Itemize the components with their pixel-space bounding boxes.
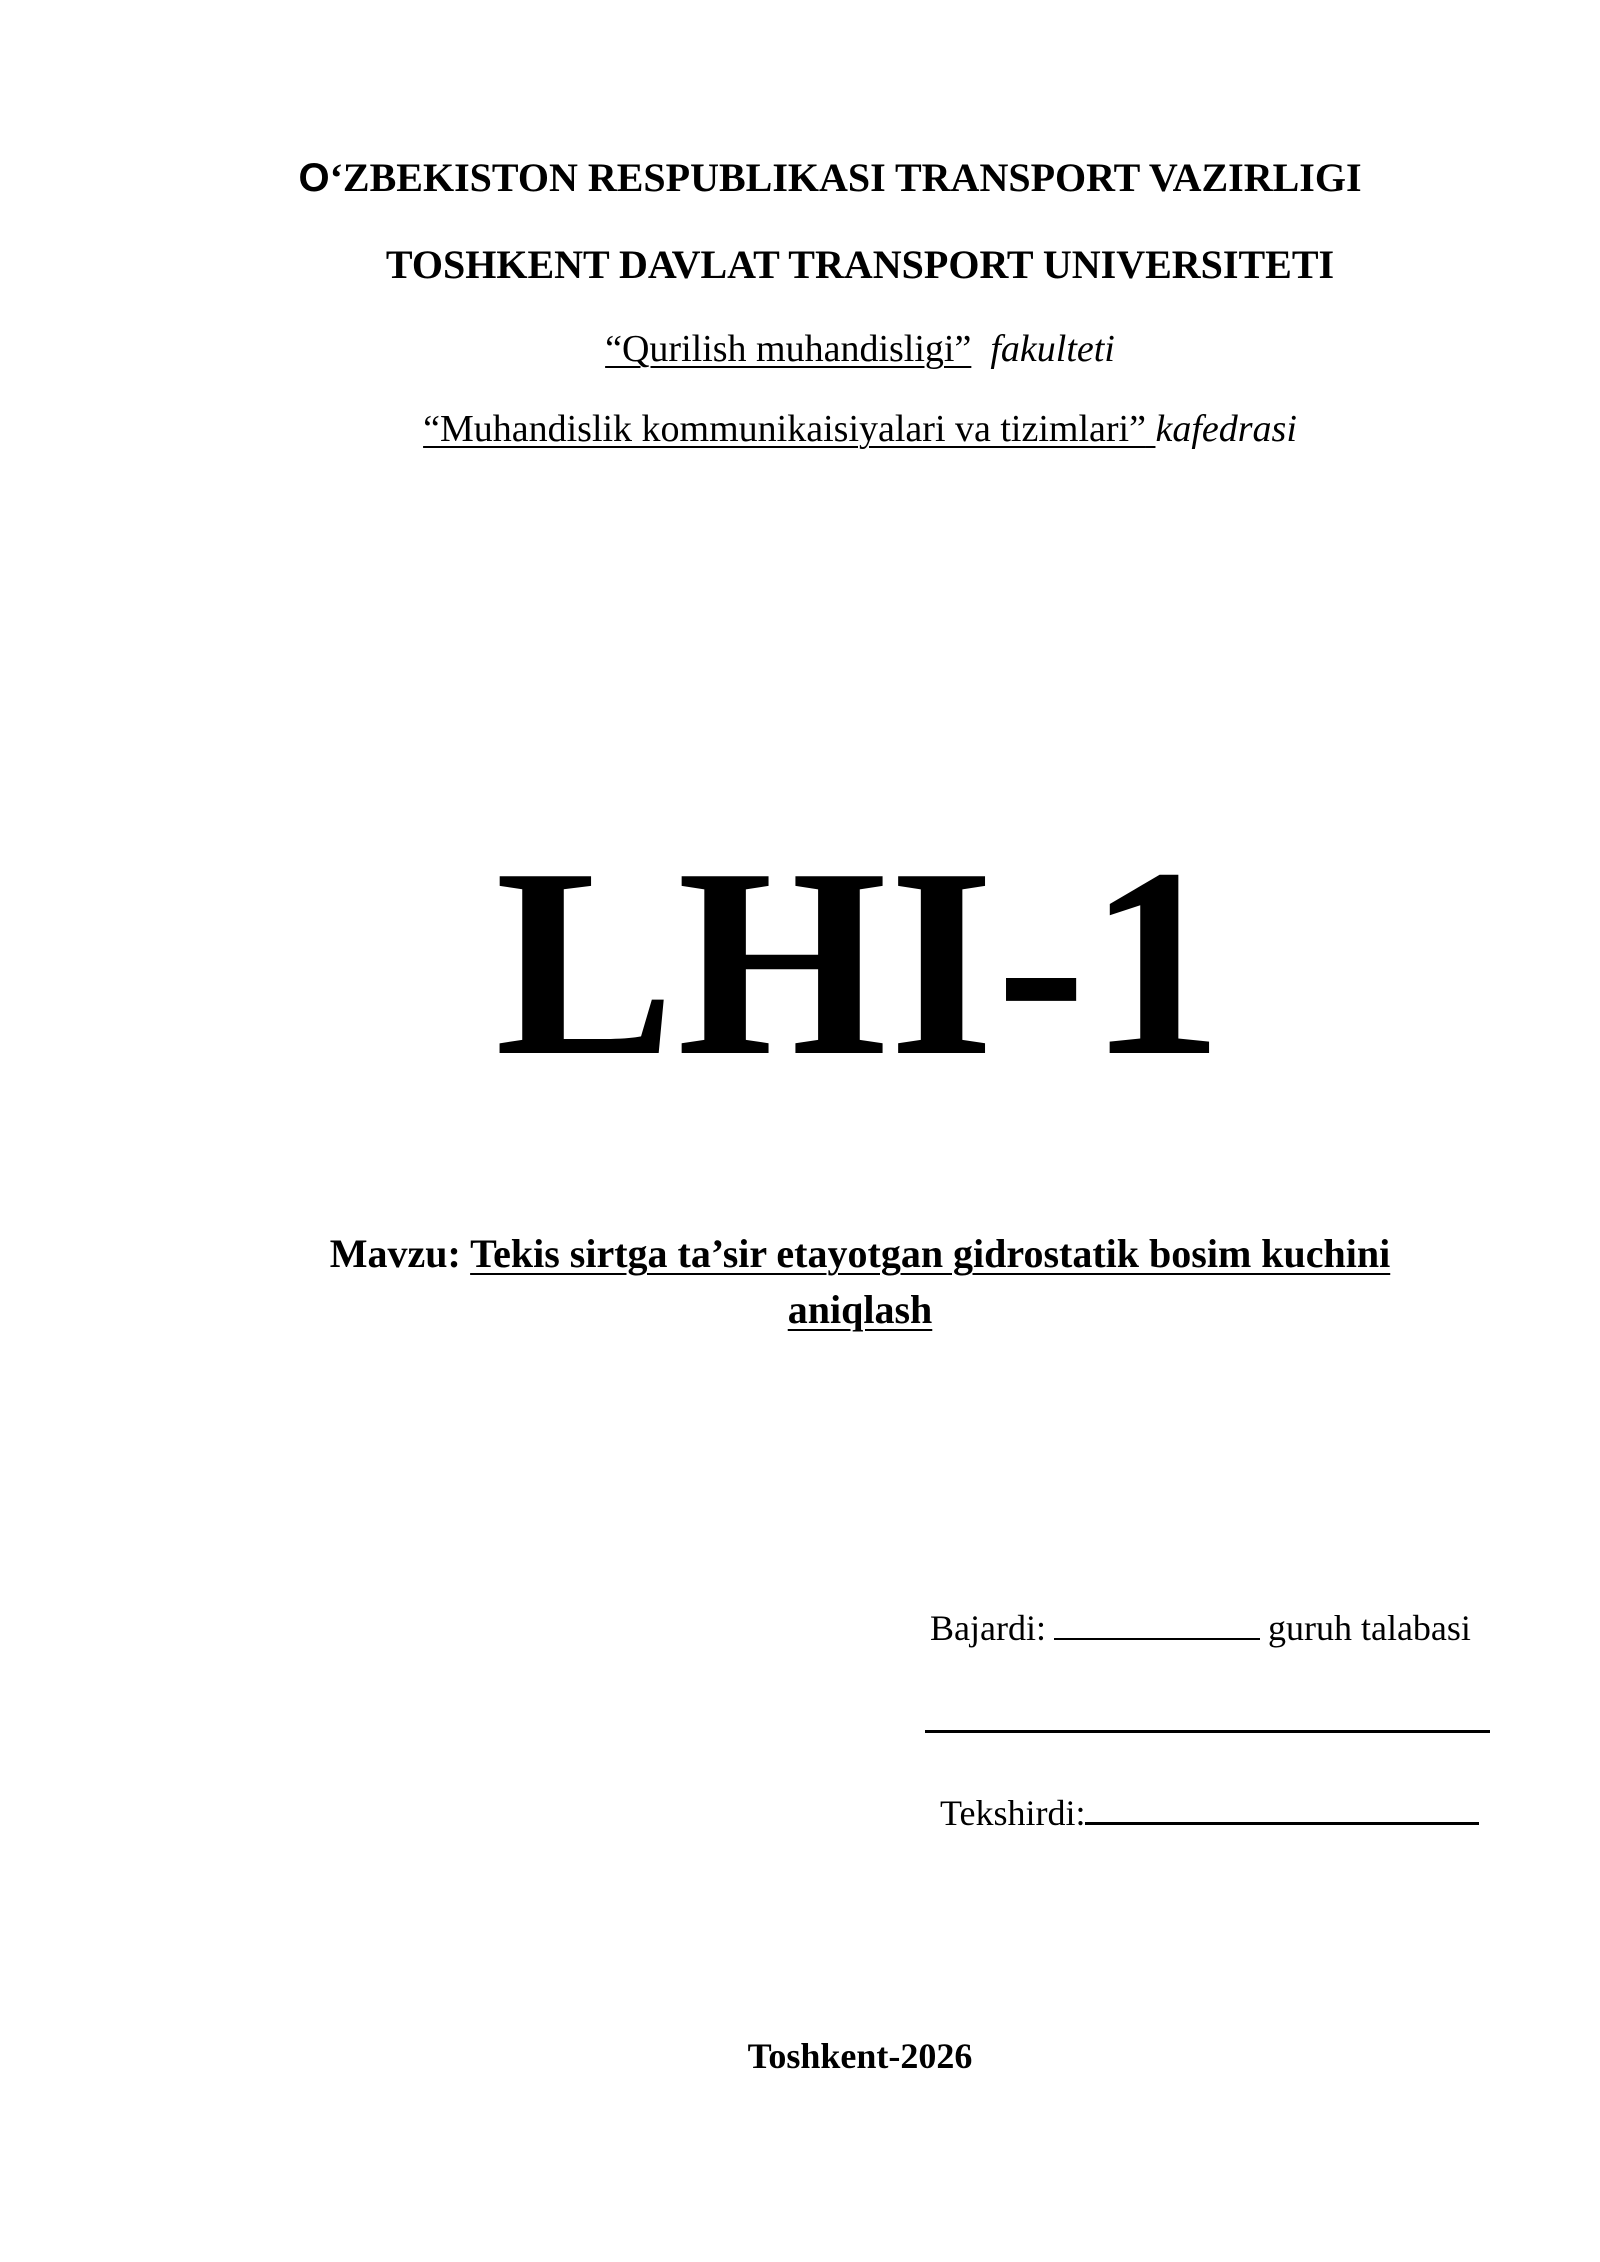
faculty-name: “Qurilish muhandisligi” — [605, 328, 972, 370]
department-name: “Muhandislik kommunikaisiyalari va tizimlari” — [423, 408, 1146, 450]
ministry-heading — [0, 155, 1600, 200]
topic-value: Tekis sirtga ta’sir etayotgan gidrostatik bosim kuchini aniqlash — [470, 1231, 1391, 1332]
document-code-title: LHI-1 — [494, 813, 1226, 1112]
ministry-heading-first-letter: O — [298, 156, 330, 200]
topic-label: Mavzu: — [329, 1231, 461, 1276]
university-heading: TOSHKENT DAVLAT TRANSPORT UNIVERSITETI — [385, 242, 1335, 287]
checker-blank — [1085, 1792, 1479, 1825]
department-line — [0, 410, 1600, 448]
checker-label: Tekshirdi: — [940, 1793, 1086, 1833]
student-name-blank — [925, 1730, 1490, 1733]
checker-line — [940, 1792, 1479, 1831]
group-blank — [1054, 1608, 1260, 1640]
performer-line — [930, 1608, 1471, 1646]
ministry-heading-rest: ‘ZBEKISTON RESPUBLIKASI TRANSPORT VAZIRLIGI — [329, 155, 1362, 200]
faculty-line — [0, 330, 1600, 368]
faculty-word: fakulteti — [990, 328, 1115, 370]
topic-block — [260, 1226, 1460, 1338]
department-word: kafedrasi — [1155, 408, 1297, 450]
city-year: Toshkent-2026 — [747, 2036, 973, 2076]
performer-label: Bajardi: — [930, 1608, 1046, 1648]
performer-suffix: guruh talabasi — [1267, 1608, 1471, 1648]
